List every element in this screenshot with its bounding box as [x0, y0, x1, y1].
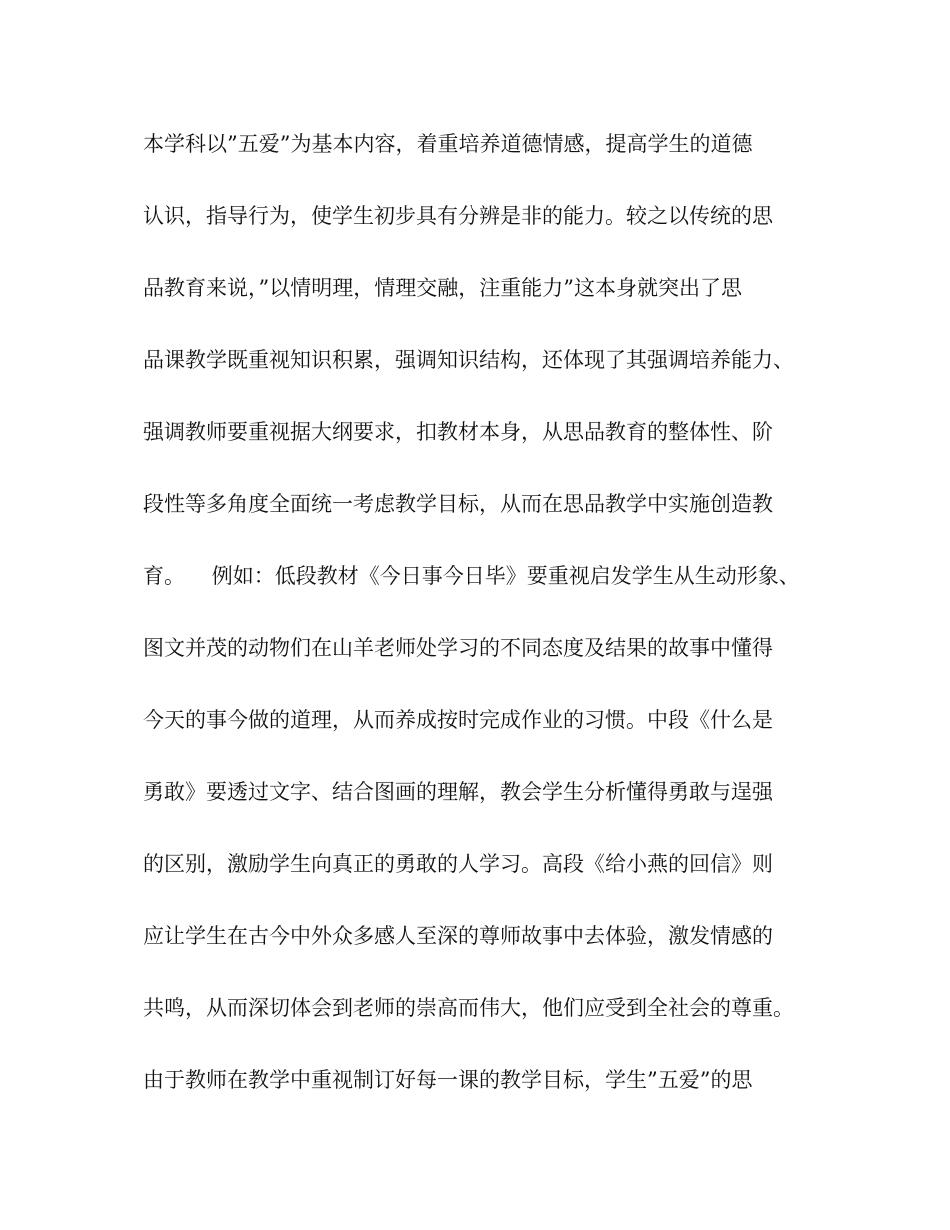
text-line: 品课教学既重视知识积累，强调知识结构，还体现了其强调培养能力、: [143, 348, 794, 372]
text-line: 本学科以”五爱”为基本内容，着重培养道德情感，提高学生的道德: [143, 132, 753, 156]
text-line: 强调教师要重视据大纲要求，扣教材本身，从思品教育的整体性、阶: [143, 420, 773, 444]
text-line: 段性等多角度全面统一考虑教学目标，从而在思品教学中实施创造教: [143, 492, 773, 516]
text-line: 的区别，激励学生向真正的勇敢的人学习。高段《给小燕的回信》则: [143, 852, 773, 876]
text-line: 图文并茂的动物们在山羊老师处学习的不同态度及结果的故事中懂得: [143, 636, 773, 660]
text-line: 品教育来说，”以情明理，情理交融，注重能力”这本身就突出了思: [143, 276, 742, 300]
text-line: 今天的事今做的道理，从而养成按时完成作业的习惯。中段《什么是: [143, 708, 773, 732]
text-line: 应让学生在古今中外众多感人至深的尊师故事中去体验，激发情感的: [143, 924, 773, 948]
text-line: 认识，指导行为，使学生初步具有分辨是非的能力。较之以传统的思: [143, 204, 773, 228]
text-line: 勇敢》要透过文字、结合图画的理解，教会学生分析懂得勇敢与逞强: [143, 780, 773, 804]
body-text: [143, 128, 823, 1136]
text-line: 育。 例如：低段教材《今日事今日毕》要重视启发学生从生动形象、: [143, 564, 800, 588]
text-line: 共鸣，从而深切体会到老师的崇高而伟大，他们应受到全社会的尊重。: [143, 996, 794, 1020]
text-line: 由于教师在教学中重视制订好每一课的教学目标，学生”五爱”的思: [143, 1068, 753, 1092]
